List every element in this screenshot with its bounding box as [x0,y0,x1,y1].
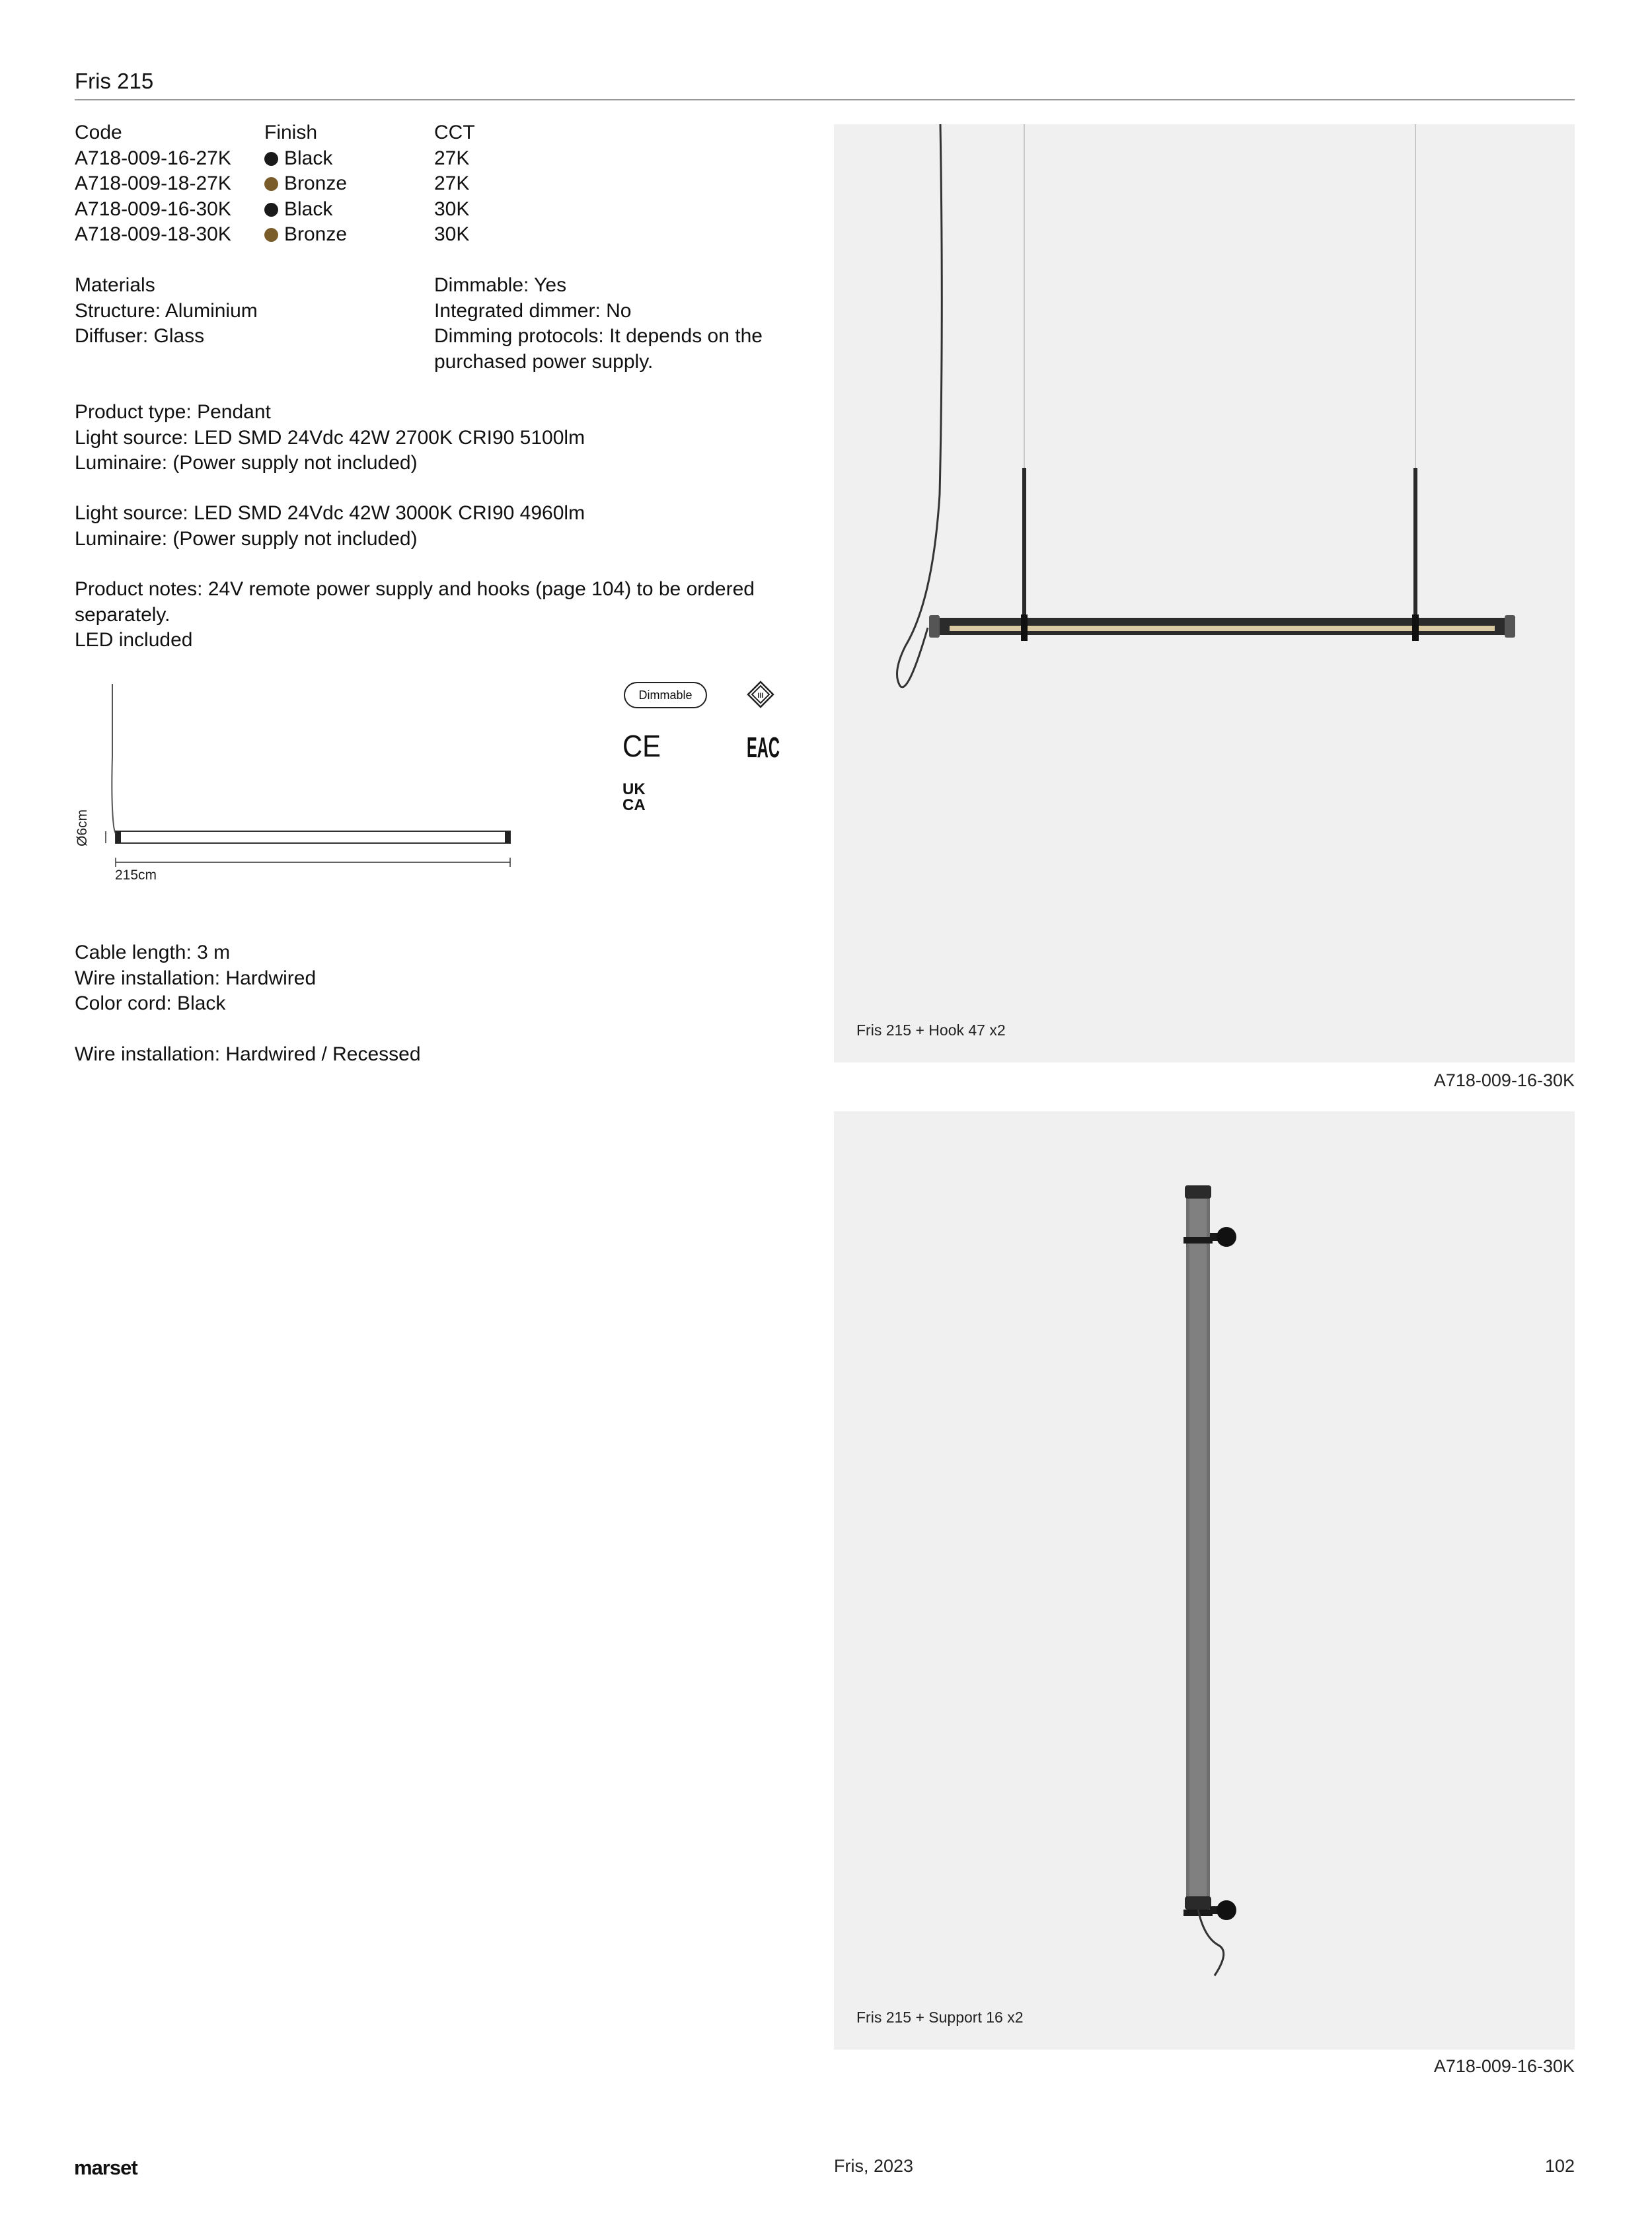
lamp-end-cap-right [505,831,510,843]
integrated-dimmer-text: Integrated dimmer: No [434,299,632,322]
tube-bottom-cap [1185,1896,1211,1910]
tube-end-cap-left [929,615,940,638]
dimmable-text: Dimmable: Yes [434,274,567,296]
pendant-product-photo [834,124,1575,1062]
hook-rod-left [1022,468,1026,630]
eac-mark-icon [747,730,781,764]
bronze-swatch-icon [264,228,278,242]
materials-block [75,273,258,350]
cct-cell: 27K [434,172,470,194]
diameter-label: Ø6cm [75,809,90,846]
product-type-block [75,400,585,476]
ukca-mark-icon [622,780,653,813]
finish-label: Black [284,198,333,220]
power-cord [897,124,942,687]
dimming-protocols-text: Dimming protocols: It depends on the [434,325,763,347]
cable-info-block [75,940,316,1017]
finish-label: Black [284,147,333,169]
wall-power-cord [1198,1910,1224,1976]
color-cord: Color cord: Black [75,992,226,1014]
black-swatch-icon [264,203,278,217]
finish-header: Finish [264,122,318,143]
finish-label: Bronze [284,172,348,194]
lamp-body-outline [116,831,510,843]
photo-code-label: A718-009-16-30K [1433,1070,1575,1090]
cct-column [434,120,475,248]
page-number: 102 [1544,2156,1575,2176]
cable-length: Cable length: 3 m [75,942,231,963]
product-notes-cont: separately. [75,603,170,626]
pendant-illustration [834,124,1575,1062]
light-source-2700k: Light source: LED SMD 24Vdc 42W 2700K CRI90 5100lm [75,426,585,449]
finish-cell [264,197,347,223]
support-ring-top [1183,1237,1213,1244]
code-column [75,120,231,248]
code-cell: A718-009-18-30K [75,223,231,245]
length-label: 215cm [115,868,157,883]
tube-top-cap [1185,1185,1211,1199]
wire-installation-2: Wire installation: Hardwired / Recessed [75,1043,421,1065]
ukca-mark-line-2: CA [622,796,646,814]
light-source-3000k: Light source: LED SMD 24Vdc 42W 3000K CRI90 4960lm [75,502,585,524]
finish-label: Bronze [284,223,348,245]
wall-support-top [1217,1227,1236,1247]
page-title: Fris 215 [75,69,154,93]
dimmable-badge-label: Dimmable [638,688,693,702]
eac-mark-label: EAC [747,731,780,764]
tube-end-cap-right [1505,615,1515,638]
wall-illustration [834,1111,1575,2050]
cct-cell: 27K [434,147,470,169]
finish-cell [264,171,347,197]
cct-cell: 30K [434,223,470,245]
class-iii-label: III [757,692,764,700]
hook-clamp-left [1021,614,1028,641]
product-notes: Product notes: 24V remote power supply and hooks (page 104) to be ordered [75,578,755,600]
hook-clamp-right [1412,614,1419,641]
code-cell: A718-009-16-27K [75,147,231,169]
cct-cell: 30K [434,198,470,220]
ce-mark-icon [622,730,662,761]
bronze-swatch-icon [264,177,278,191]
light-source-block [75,501,585,552]
cct-header: CCT [434,122,475,143]
dimming-block [434,273,763,375]
code-header: Code [75,122,122,143]
cable-line [112,684,120,840]
dimming-protocols-text-cont: purchased power supply. [434,350,654,373]
header-divider [75,99,1575,100]
materials-diffuser: Diffuser: Glass [75,325,205,347]
dimmable-badge [624,682,707,708]
hook-rod-right [1413,468,1417,630]
product-notes-block [75,577,755,653]
photo-code-label: A718-009-16-30K [1433,2056,1575,2076]
finish-cell [264,146,347,172]
photo-caption: Fris 215 + Support 16 x2 [856,2009,1024,2026]
code-cell: A718-009-16-30K [75,198,231,220]
lamp-end-cap-left [116,831,121,843]
materials-structure: Structure: Aluminium [75,299,258,322]
wire-installation: Wire installation: Hardwired [75,967,317,989]
luminaire-note: Luminaire: (Power supply not included) [75,452,418,474]
class-iii-icon [747,681,774,708]
finish-column [264,120,347,248]
led-included: LED included [75,629,193,651]
vertical-tube-glass [1189,1197,1207,1898]
footer-collection: Fris, 2023 [834,2156,914,2176]
brand-logo: marset [74,2156,137,2179]
finish-cell [264,222,347,248]
wall-product-photo [834,1111,1575,2050]
luminaire-note: Luminaire: (Power supply not included) [75,527,418,550]
ce-mark-label: CE [622,729,661,763]
dimension-diagram [73,677,522,889]
black-swatch-icon [264,152,278,166]
wall-support-bottom [1217,1900,1236,1920]
code-cell: A718-009-18-27K [75,172,231,194]
materials-heading: Materials [75,274,155,296]
photo-caption: Fris 215 + Hook 47 x2 [856,1022,1006,1039]
ukca-mark-line-1: UK [622,780,646,798]
product-type: Product type: Pendant [75,401,271,423]
